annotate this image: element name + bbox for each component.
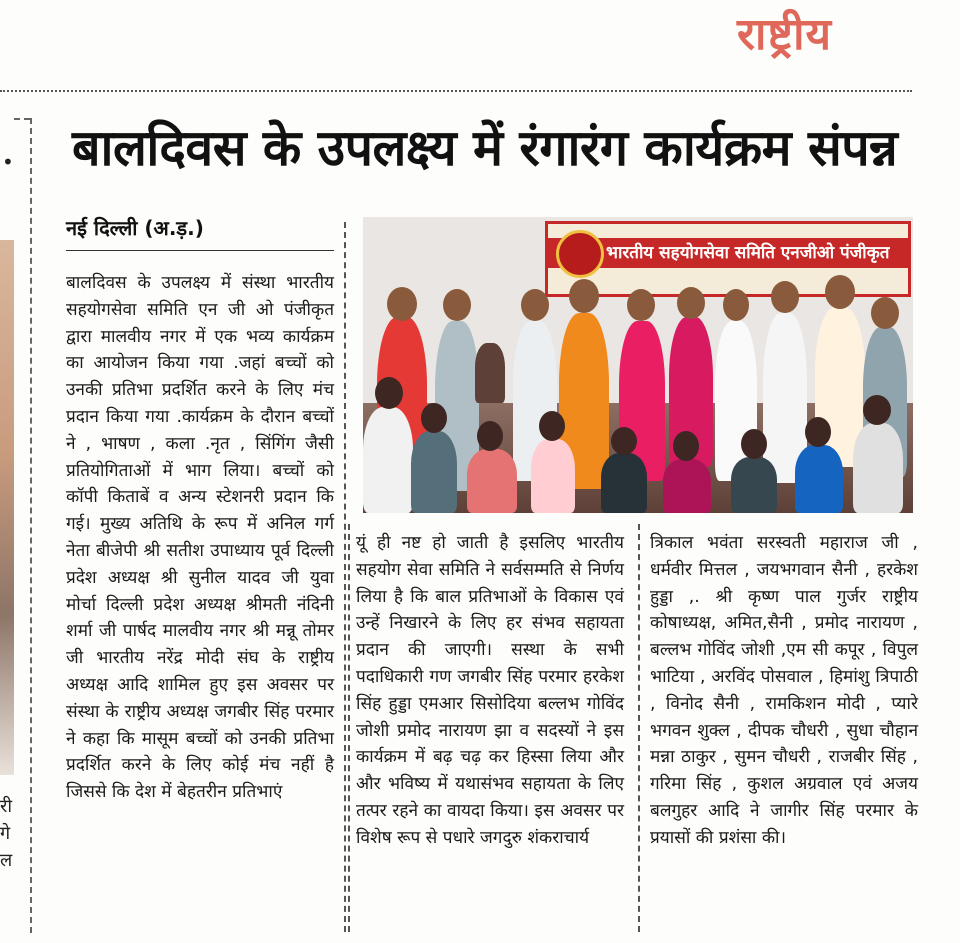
photo-child: [853, 423, 903, 513]
article-column-2: यूं ही नष्ट हो जाती है इसलिए भारतीय सहयोग सेवा समिति ने सर्वसम्मति से निर्णय लिया है कि बाल प्रतिभाओं के विकास एवं उन्हें निखारने के लिए हर संभव सहायता प्रदान की जाएगी। सस्था के सभी पदाधिकारी गण जगबीर सिंह परमार हरकेश सिंह हुड्डा एमआर सिसोदिया बल्लभ गोविंद जोशी प्रमोद नारायण झा व सदस्यों ने इस कार्यक्रम में बढ़ चढ़ कर हिस्सा लिया और और भविष्य में यथासंभव सहायता के लिए तत्पर रहने का वायदा किया। इस अवसर पर विशेष रूप से पधारे जगदुरु शंकराचार्य: [356, 533, 624, 848]
photo-child: [731, 457, 777, 513]
article-column-1: बालदिवस के उपलक्ष्य में संस्था भारतीय सहयोगसेवा समिति एन जी ओ पंजीकृत द्वारा मालवीय नगर में एक भव्य कार्यक्रम का आयोजन किया गया .जहां बच्चों को उनकी प्रतिभा प्रदर्शित करने के लिए मंच प्रदान किया गया .कार्यक्रम के दौरान बच्चों ने , भाषण , कला .नृत , सिंगिंग जैसी प्रतियोगिताओं में भाग लिया। बच्चों को कॉपी किताबें व अन्य स्टेशनरी प्रदान कि गई। मुख्य अतिथि के रूप में अनिल गर्ग नेता बीजेपी श्री सतीश उपाध्याय पूर्व दिल्ली प्रदेश अध्यक्ष श्री सुनील यादव जी युवा मोर्चा दिल्ली प्रदेश अध्यक्ष श्रीमती नंदिनी शर्मा जी पार्षद मालवीय नगर श्री मन्नू तोमर जी भारतीय नरेंद्र मोदी संघ के राष्ट्रीय अध्यक्ष आदि शामिल हुए इस अवसर पर संस्था के राष्ट्रीय अध्यक्ष जगबीर सिंह परमार ने कहा कि मासूम बच्चों को उनकी प्रतिभा प्रदर्शित करने के लिए कोई मंच नहीं है जिससे कि देश में बेहतरीन प्रतिभाएं: [66, 273, 334, 803]
adjacent-text-line: गे: [0, 823, 11, 844]
photo-banner: [545, 221, 911, 297]
adjacent-article-photo-edge: [0, 240, 14, 775]
photo-child: [601, 453, 647, 513]
adjacent-article-text-edge: [0, 793, 24, 874]
left-column-corner: [14, 118, 30, 120]
event-photo: [363, 217, 913, 513]
photo-child: [363, 407, 413, 513]
dateline: नई दिल्ली (अ.ड़.): [66, 216, 204, 240]
dateline-underline: [66, 250, 334, 251]
column-divider: [348, 524, 350, 932]
dotted-divider: [0, 90, 912, 92]
adjacent-text-line: री: [0, 796, 13, 817]
article-column-3: त्रिकाल भवंता सरस्वती महाराज जी , धर्मवीर मित्तल , जयभगवान सैनी , हरकेश हुड्डा ,. श्री कृष्ण पाल गुर्जर राष्ट्रीय कोषाध्यक्ष, अमित,सैनी , प्रमोद नारायण , बल्लभ गोविंद जोशी ,एम सी कपूर , विपुल भाटिया , अरविंद पोसवाल , हिमांशु त्रिपाठी , विनोद सैनी , रामकिशन मोदी , प्यारे भगवन शुक्ल , दीपक चौधरी , सुधा चौहान मन्ना ठाकुर , सुमन चौधरी , राजबीर सिंह , गरिमा सिंह , कुशल अग्रवाल एवं अजय बलगुहर आदि ने जागीर सिंह परमार के प्रयासों की प्रशंसा की।: [650, 533, 918, 848]
column-divider: [344, 222, 346, 932]
column-divider: [638, 524, 640, 932]
organization-logo: [556, 230, 604, 278]
photo-child: [795, 445, 843, 513]
photo-child: [663, 459, 711, 513]
adjacent-text-line: ल: [0, 850, 13, 871]
podium: [475, 343, 505, 403]
left-column-divider: [30, 118, 32, 933]
photo-child: [411, 431, 457, 513]
left-edge-bullet: •: [2, 150, 14, 174]
photo-banner-text: भारतीय सहयोगसेवा समिति एनजीओ पंजीकृत: [606, 243, 890, 263]
photo-child: [531, 439, 575, 513]
article-headline: बालदिवस के उपलक्ष्य में रंगारंग कार्यक्रम संपन्न: [72, 119, 898, 177]
photo-child: [467, 449, 517, 513]
section-label: राष्ट्रीय: [736, 9, 832, 60]
